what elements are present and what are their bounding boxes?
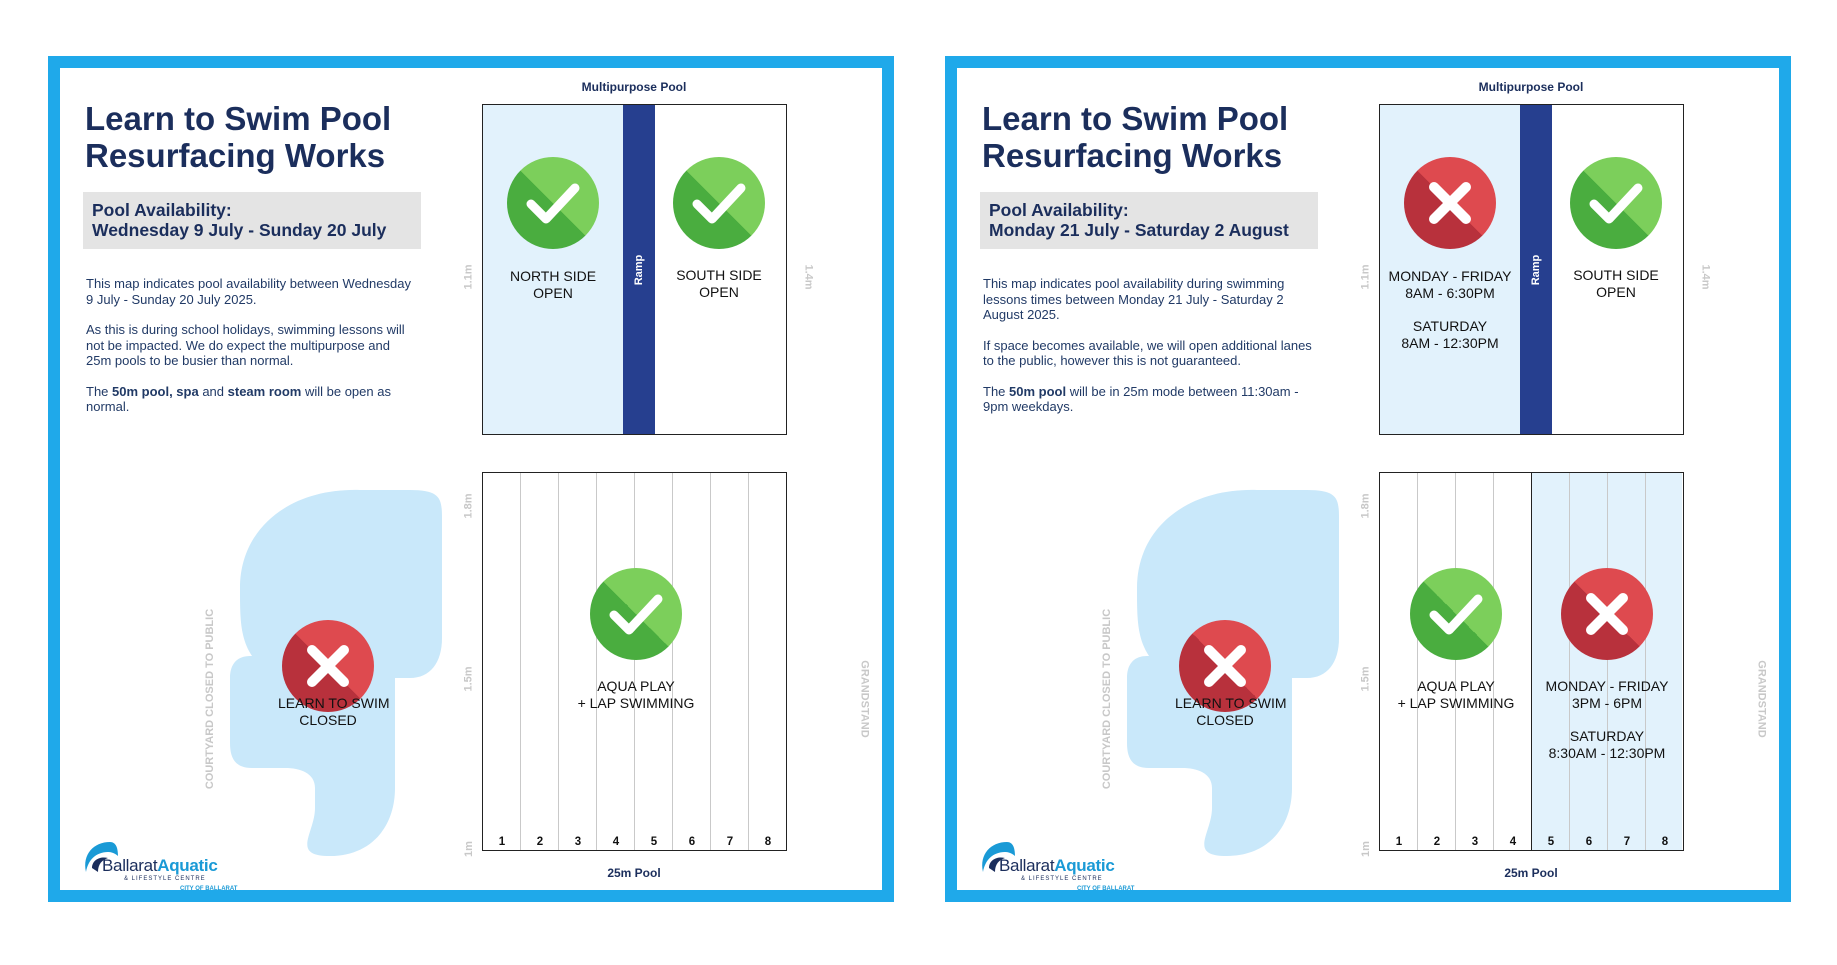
availability-heading: Pool Availability: [989,200,1129,220]
lane-number: 1 [498,836,506,848]
lane-number: 3 [1471,836,1479,848]
availability-box [83,192,421,249]
ballarat-aquatic-logo: BallaratAquatic & LIFESTYLE CENTRE CITY OF BALLARAT [80,838,240,898]
multipurpose-pool-title: Multipurpose Pool [581,80,687,94]
lane-number: 6 [688,836,696,848]
lane-number: 7 [1623,836,1631,848]
description-paragraph: This map indicates pool availability between Wednesday 9 July - Sunday 20 July 2025. [86,276,411,307]
lane-number: 5 [1547,836,1555,848]
depth-label: 1.5m [462,666,475,692]
multipurpose-pool-map [482,104,787,435]
depth-label: 1.5m [1359,666,1372,692]
page-title: Learn to Swim Pool Resurfacing Works [982,100,1289,174]
description-paragraph: The 50m pool will be in 25m mode between 11:30am - 9pm weekdays. [983,383,1299,414]
cross-icon [1404,157,1496,249]
learn-to-swim-label: LEARN TO SWIM CLOSED [278,695,390,728]
south-side-label: SOUTH SIDE OPEN [1573,267,1659,300]
availability-dates: Monday 21 July - Saturday 2 August [989,220,1289,240]
check-icon [673,157,765,249]
lane-number: 2 [1433,836,1441,848]
availability-box [980,192,1318,249]
grandstand-label: GRANDSTAND [858,660,871,738]
info-panel-week-1 [48,56,894,902]
description [983,276,1313,430]
description [86,276,416,430]
north-side-label: NORTH SIDE OPEN [509,268,597,301]
page-title: Learn to Swim Pool Resurfacing Works [85,100,392,174]
check-icon [590,568,682,660]
lane-number: 3 [574,836,582,848]
description-paragraph: This map indicates pool availability during swimming lessons times between Monday 21 July - Saturday 2 August 2025. [983,276,1285,322]
depth-label: 1.1m [462,264,475,290]
25m-pool-map [1379,472,1684,851]
learn-to-swim-label: LEARN TO SWIM CLOSED [1175,695,1287,728]
south-side-label: SOUTH SIDE OPEN [676,267,762,300]
depth-label: 1.8m [462,493,475,519]
info-panel-week-2 [945,56,1791,902]
lane-number: 8 [764,836,772,848]
grandstand-label: GRANDSTAND [1755,660,1768,738]
lane-number: 1 [1395,836,1403,848]
depth-label: 1m [462,841,475,857]
north-side-label: MONDAY - FRIDAY 8AM - 6:30PM SATURDAY 8AM - 12:30PM [1388,268,1512,351]
lane-number: 5 [650,836,658,848]
lane-number: 2 [536,836,544,848]
depth-label: 1.8m [1359,493,1372,519]
lane-number: 4 [1509,836,1517,848]
depth-label: 1.1m [1359,264,1372,290]
lane-number: 6 [1585,836,1593,848]
25m-pool-map [482,472,787,851]
aqua-play-label: AQUA PLAY + LAP SWIMMING [1397,678,1515,711]
availability-heading: Pool Availability: [92,200,232,220]
ballarat-aquatic-logo: BallaratAquatic & LIFESTYLE CENTRE CITY OF BALLARAT [977,838,1137,898]
25m-pool-title: 25m Pool [607,866,661,880]
lane-number: 8 [1661,836,1669,848]
depth-label: 1.4m [1699,264,1712,290]
check-icon [507,157,599,249]
lane-number: 7 [726,836,734,848]
check-icon [1570,157,1662,249]
depth-label: 1.4m [802,264,815,290]
description-paragraph: As this is during school holidays, swimming lessons will not be impacted. We do expect the multipurpose and 25m pools to be busier than normal. [86,322,405,368]
courtyard-label: COURTYARD CLOSED TO PUBLIC [204,608,217,790]
ramp: Ramp [623,105,655,434]
aqua-play-label: AQUA PLAY + LAP SWIMMING [577,678,695,711]
multipurpose-pool-title: Multipurpose Pool [1478,80,1584,94]
description-paragraph: If space becomes available, we will open additional lanes to the public, however this is not guaranteed. [983,337,1312,368]
25m-pool-title: 25m Pool [1504,866,1558,880]
lane-number: 4 [612,836,620,848]
ramp: Ramp [1520,105,1552,434]
availability-dates: Wednesday 9 July - Sunday 20 July [92,220,387,240]
lanes-5-8-hours-label: MONDAY - FRIDAY 3PM - 6PM SATURDAY 8:30AM - 12:30PM [1545,678,1669,761]
cross-icon [1561,568,1653,660]
description-paragraph: The 50m pool, spa and steam room will be open as normal. [86,383,391,414]
courtyard-label: COURTYARD CLOSED TO PUBLIC [1101,608,1114,790]
check-icon [1410,568,1502,660]
depth-label: 1m [1359,841,1372,857]
multipurpose-pool-map [1379,104,1684,435]
